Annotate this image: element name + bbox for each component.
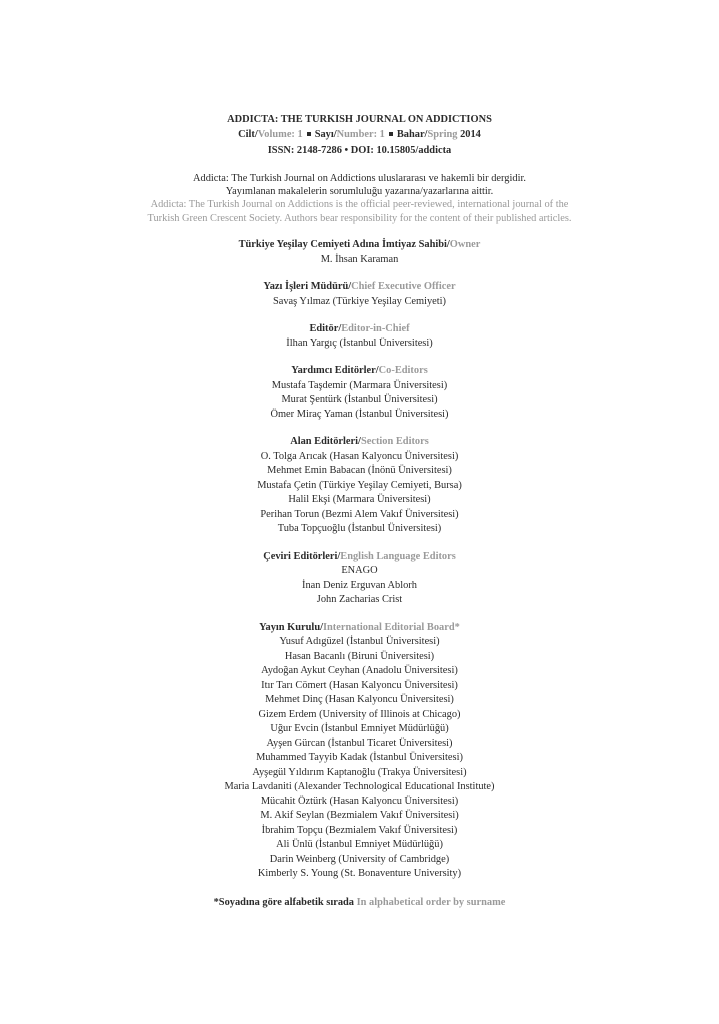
section-title-en: Editor-in-Chief xyxy=(341,323,410,335)
section-title-tr: Editör/ xyxy=(309,323,342,335)
issn-doi: ISSN: 2148-7286 • DOI: 10.15805/addicta xyxy=(267,144,452,156)
section-title xyxy=(0,550,719,565)
section-title-en: Owner xyxy=(449,239,481,251)
section-title xyxy=(0,280,719,295)
member-name: Aydoğan Aykut Ceyhan (Anadolu Üniversitesi) xyxy=(261,665,458,677)
bullet-square-icon xyxy=(389,132,393,136)
bahar-label: Bahar/ xyxy=(396,129,428,141)
editorial-section xyxy=(0,435,719,537)
bullet-square-icon xyxy=(307,132,311,136)
member-name: John Zacharias Crist xyxy=(316,594,403,606)
member-name: Ömer Miraç Yaman (İstanbul Üniversitesi) xyxy=(270,408,449,420)
section-title xyxy=(0,238,719,253)
section-title-tr: Yazı İşleri Müdürü/ xyxy=(263,281,352,293)
member-name: Kimberly S. Young (St. Bonaventure University) xyxy=(257,868,462,880)
footnote-tr: *Soyadına göre alfabetik sırada xyxy=(213,896,354,908)
member-name: Mustafa Çetin (Türkiye Yeşilay Cemiyeti, Bursa) xyxy=(257,479,462,491)
section-title-tr: Yardımcı Editörler/ xyxy=(291,365,379,377)
section-title xyxy=(0,621,719,636)
member-name: İbrahim Topçu (Bezmialem Vakıf Üniversitesi) xyxy=(261,824,458,836)
section-title-en: Chief Executive Officer xyxy=(351,281,456,293)
editorial-sections xyxy=(0,238,719,882)
cilt-label: Cilt/ xyxy=(238,129,258,141)
member-name: Itır Tarı Cömert (Hasan Kalyoncu Üniversitesi) xyxy=(261,679,458,691)
section-title-en: Section Editors xyxy=(360,436,429,448)
section-title-tr: Çeviri Editörleri/ xyxy=(263,550,341,562)
member-name: Halil Ekşi (Marmara Üniversitesi) xyxy=(288,494,431,506)
member-name: İlhan Yargıç (İstanbul Üniversitesi) xyxy=(286,337,433,349)
section-title xyxy=(0,364,719,379)
member-name: M. İhsan Karaman xyxy=(320,253,399,265)
editorial-section xyxy=(0,621,719,882)
member-name: Ayşegül Yıldırım Kaptanoğlu (Trakya Üniversitesi) xyxy=(252,766,467,778)
section-title-en: International Editorial Board* xyxy=(322,621,460,633)
section-title-en: English Language Editors xyxy=(340,550,456,562)
member-name: M. Akif Seylan (Bezmialem Vakıf Üniversitesi) xyxy=(260,810,459,822)
member-name: Maria Lavdaniti (Alexander Technological Educational Institute) xyxy=(224,781,495,793)
member-name: Yusuf Adıgüzel (İstanbul Üniversitesi) xyxy=(279,636,440,648)
section-title xyxy=(0,435,719,450)
member-name: Gizem Erdem (University of Illinois at Chicago) xyxy=(258,708,461,720)
member-name: Uğur Evcin (İstanbul Emniyet Müdürlüğü) xyxy=(270,723,449,735)
member-name: Mehmet Dinç (Hasan Kalyoncu Üniversitesi) xyxy=(265,694,454,706)
year-label: 2014 xyxy=(457,129,481,141)
member-name: Murat Şentürk (İstanbul Üniversitesi) xyxy=(281,394,438,406)
journal-title: ADDICTA: THE TURKISH JOURNAL ON ADDICTIONS xyxy=(227,114,492,125)
number-label: Number: 1 xyxy=(336,129,385,141)
section-title-tr: Yayın Kurulu/ xyxy=(259,621,323,633)
sayi-label: Sayı/ xyxy=(314,129,337,141)
volume-label: Volume: 1 xyxy=(257,129,303,141)
spring-label: Spring xyxy=(427,129,458,141)
footnote-en: In alphabetical order by surname xyxy=(356,896,506,908)
member-name: O. Tolga Arıcak (Hasan Kalyoncu Üniversitesi) xyxy=(260,450,459,462)
editorial-section xyxy=(0,364,719,422)
editorial-section xyxy=(0,322,719,351)
journal-header xyxy=(0,112,719,158)
member-name: Muhammed Tayyib Kadak (İstanbul Üniversitesi) xyxy=(256,752,463,764)
masthead-page xyxy=(0,112,719,910)
member-name: Perihan Torun (Bezmi Alem Vakıf Üniversitesi) xyxy=(260,508,459,520)
section-title-tr: Alan Editörleri/ xyxy=(290,436,361,448)
member-name: Ayşen Gürcan (İstanbul Ticaret Üniversitesi) xyxy=(266,737,453,749)
journal-intro xyxy=(0,172,719,225)
editorial-section xyxy=(0,280,719,309)
member-name: Darin Weinberg (University of Cambridge) xyxy=(269,853,450,865)
intro-en-line-2: Turkish Green Crescent Society. Authors bear responsibility for the content of their published articles. xyxy=(147,212,572,224)
intro-en-line-1: Addicta: The Turkish Journal on Addictions is the official peer-reviewed, international journal of the xyxy=(150,199,569,211)
member-name: Savaş Yılmaz (Türkiye Yeşilay Cemiyeti) xyxy=(272,295,447,307)
intro-tr-line-1: Addicta: The Turkish Journal on Addictions uluslararası ve hakemli bir dergidir. xyxy=(193,172,526,184)
intro-tr-line-2: Yayımlanan makalelerin sorumluluğu yazarına/yazarlarına aittir. xyxy=(225,186,494,198)
section-title xyxy=(0,322,719,337)
member-name: Ali Ünlü (İstanbul Emniyet Müdürlüğü) xyxy=(276,839,443,851)
member-name: ENAGO xyxy=(341,565,378,577)
editorial-section xyxy=(0,238,719,267)
member-name: Hasan Bacanlı (Biruni Üniversitesi) xyxy=(284,650,435,662)
section-title-tr: Türkiye Yeşilay Cemiyeti Adına İmtiyaz Sahibi/ xyxy=(238,239,450,251)
issue-line xyxy=(0,127,719,142)
member-name: Mücahit Öztürk (Hasan Kalyoncu Üniversitesi) xyxy=(260,795,459,807)
footnote xyxy=(0,896,719,911)
member-name: Mustafa Taşdemir (Marmara Üniversitesi) xyxy=(271,379,448,391)
member-name: İnan Deniz Erguvan Ablorh xyxy=(302,579,417,591)
section-title-en: Co-Editors xyxy=(378,365,428,377)
editorial-section xyxy=(0,550,719,608)
member-name: Mehmet Emin Babacan (İnönü Üniversitesi) xyxy=(267,465,452,477)
member-name: Tuba Topçuoğlu (İstanbul Üniversitesi) xyxy=(277,523,442,535)
